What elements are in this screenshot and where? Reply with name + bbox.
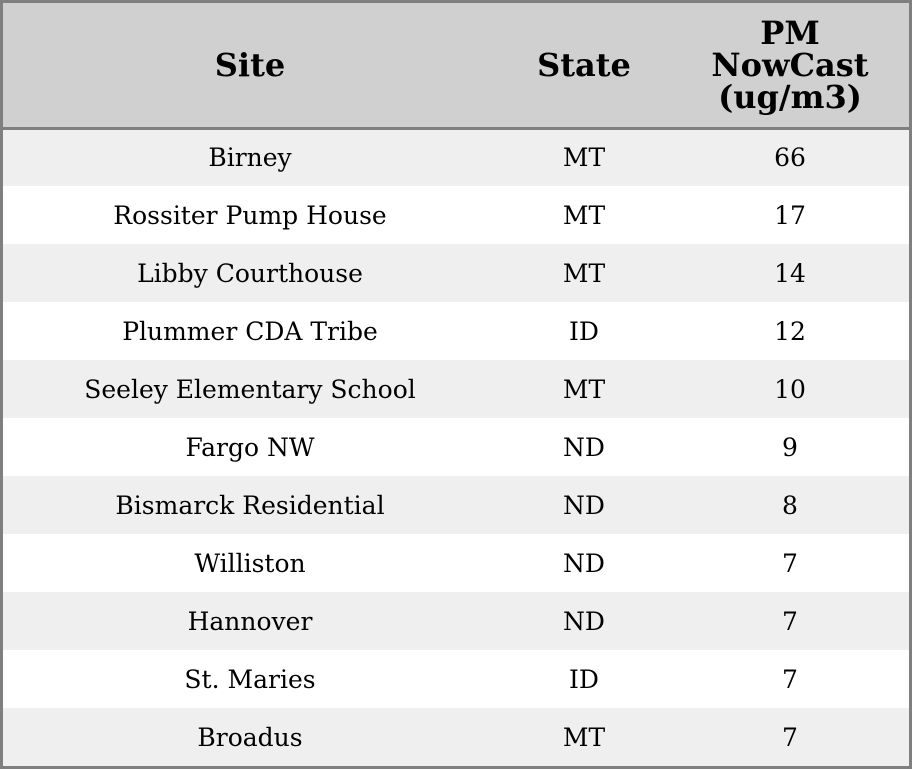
table-body bbox=[3, 128, 909, 766]
cell-site: Rossiter Pump House bbox=[113, 200, 387, 230]
cell-pm-nowcast: 7 bbox=[782, 664, 798, 694]
cell-state: MT bbox=[562, 143, 606, 173]
table-row bbox=[3, 186, 909, 244]
cell-state: ND bbox=[563, 490, 605, 520]
cell-pm-nowcast: 8 bbox=[782, 490, 798, 520]
cell-state: ND bbox=[563, 606, 605, 636]
cell-pm-nowcast: 12 bbox=[774, 316, 806, 346]
table-header bbox=[3, 3, 909, 128]
table-row bbox=[3, 128, 909, 186]
cell-site: Seeley Elementary School bbox=[84, 374, 416, 404]
header-pm-line-3: (ug/m3) bbox=[718, 77, 862, 116]
cell-pm-nowcast: 7 bbox=[782, 548, 798, 578]
table-row bbox=[3, 360, 909, 418]
header-pm-nowcast bbox=[671, 3, 909, 128]
cell-site: Broadus bbox=[197, 722, 303, 752]
cell-state: MT bbox=[562, 374, 606, 404]
cell-state: ID bbox=[569, 316, 599, 346]
header-state: State bbox=[497, 3, 671, 128]
pm-nowcast-table bbox=[3, 3, 909, 766]
cell-site: Bismarck Residential bbox=[115, 490, 385, 520]
cell-pm-nowcast: 10 bbox=[774, 374, 806, 404]
header-row bbox=[3, 3, 909, 128]
cell-site: Plummer CDA Tribe bbox=[122, 316, 378, 346]
table-row bbox=[3, 534, 909, 592]
cell-state: ND bbox=[563, 548, 605, 578]
cell-pm-nowcast: 7 bbox=[782, 722, 798, 752]
cell-site: Libby Courthouse bbox=[137, 258, 363, 288]
cell-site: Williston bbox=[194, 548, 306, 578]
cell-site: St. Maries bbox=[184, 664, 316, 694]
cell-pm-nowcast: 7 bbox=[782, 606, 798, 636]
table-row bbox=[3, 592, 909, 650]
table-row bbox=[3, 650, 909, 708]
cell-state: ID bbox=[569, 664, 599, 694]
table-row bbox=[3, 708, 909, 766]
header-site: Site bbox=[3, 3, 497, 128]
cell-site: Fargo NW bbox=[185, 432, 315, 462]
cell-pm-nowcast: 17 bbox=[774, 200, 806, 230]
cell-state: MT bbox=[562, 258, 606, 288]
cell-pm-nowcast: 14 bbox=[774, 258, 806, 288]
table-row bbox=[3, 244, 909, 302]
header-pm-line-2: NowCast bbox=[711, 45, 869, 84]
table-row bbox=[3, 418, 909, 476]
cell-state: MT bbox=[562, 200, 606, 230]
cell-pm-nowcast: 9 bbox=[782, 432, 798, 462]
cell-site: Hannover bbox=[187, 606, 313, 636]
table-row bbox=[3, 476, 909, 534]
header-pm-line-1: PM bbox=[760, 13, 820, 52]
table-row bbox=[3, 302, 909, 360]
cell-state: MT bbox=[562, 722, 606, 752]
cell-state: ND bbox=[563, 432, 605, 462]
cell-pm-nowcast: 66 bbox=[774, 143, 806, 173]
cell-site: Birney bbox=[208, 143, 292, 173]
